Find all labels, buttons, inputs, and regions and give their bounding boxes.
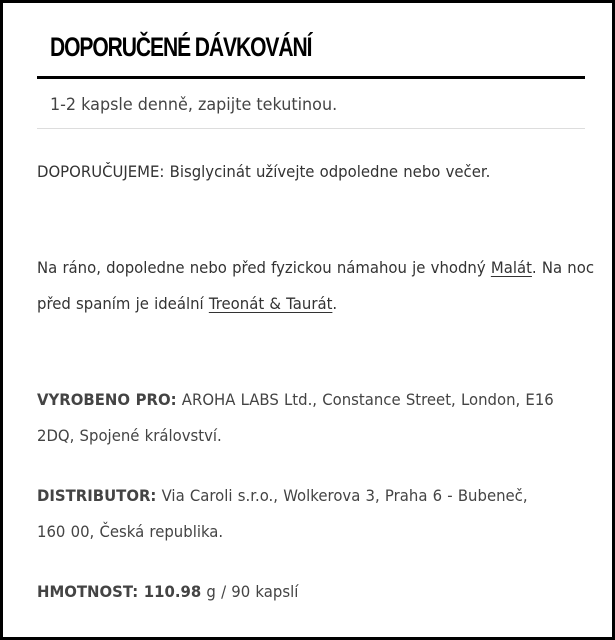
section-title: DOPORUČENÉ DÁVKOVÁNÍ xyxy=(50,32,312,62)
dosage-text: 1-2 kapsle denně, zapijte tekutinou. xyxy=(50,95,338,115)
dosage-divider xyxy=(37,128,585,129)
heading-divider xyxy=(37,76,585,79)
recommendation-text: Bisglycinát užívejte odpoledne nebo večer. xyxy=(164,162,491,181)
weight-label: HMOTNOST: xyxy=(37,582,139,601)
manufacturer-text: AROHA LABS Ltd., Constance Street, London, E16 2DQ, Spojené království. xyxy=(37,390,554,445)
usage-text-after: . xyxy=(332,294,338,313)
usage-text-middle: . Na noc před spaním je ideální xyxy=(37,258,595,313)
manufacturer-paragraph xyxy=(37,382,558,454)
recommendation-label: DOPORUČUJEME: xyxy=(37,162,165,181)
weight-paragraph xyxy=(37,574,558,610)
manufacturer-label: VYROBENO PRO: xyxy=(37,390,177,409)
distributor-paragraph xyxy=(37,478,558,550)
malat-link[interactable]: Malát xyxy=(490,258,532,277)
recommendation-paragraph xyxy=(37,154,586,190)
weight-value: 110.98 xyxy=(138,582,202,601)
distributor-text: Via Caroli s.r.o., Wolkerova 3, Praha 6 - Bubeneč, 160 00, Česká republika. xyxy=(37,486,528,541)
treonat-taurat-link[interactable]: Treonát & Taurát xyxy=(208,294,333,313)
usage-paragraph xyxy=(37,250,595,322)
weight-unit-text: g / 90 kapslí xyxy=(201,582,299,601)
distributor-label: DISTRIBUTOR: xyxy=(37,486,157,505)
usage-text-before: Na ráno, dopoledne nebo před fyzickou námahou je vhodný xyxy=(37,258,491,277)
